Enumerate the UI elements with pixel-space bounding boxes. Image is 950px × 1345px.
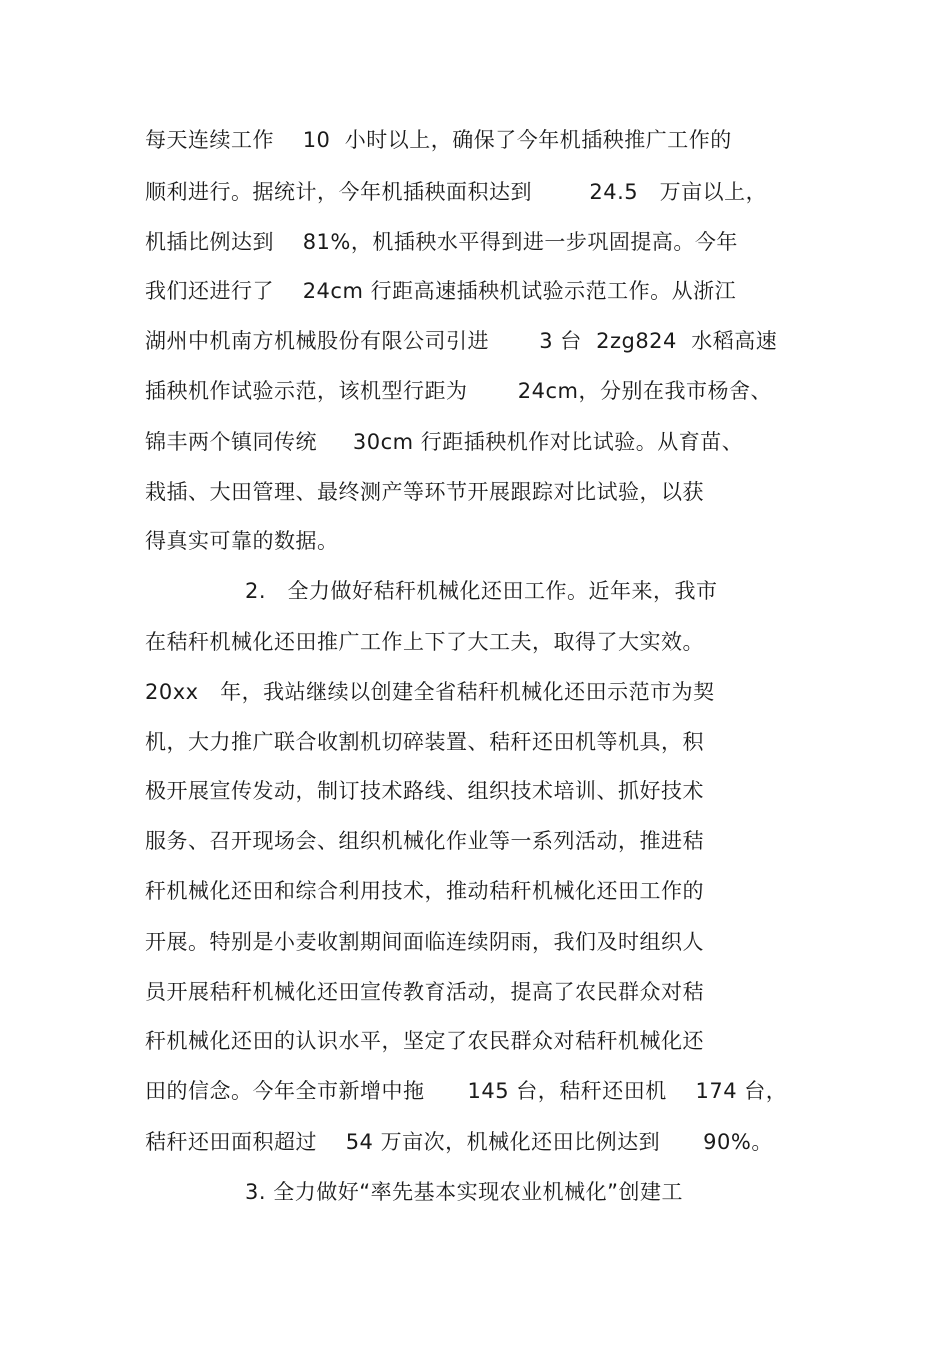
text-line: 插秧机作试验示范，该机型行距为 24cm，分别在我市杨舍、 (145, 379, 772, 403)
text-line: 开展。特别是小麦收割期间面临连续阴雨，我们及时组织人 (145, 930, 704, 954)
text-line: 在秸秆机械化还田推广工作上下了大工夫，取得了大实效。 (145, 630, 704, 654)
text-line: 锦丰两个镇同传统 30cm 行距插秧机作对比试验。从育苗、 (145, 430, 744, 454)
text-line: 我们还进行了 24cm 行距高速插秧机试验示范工作。从浙江 (145, 279, 737, 303)
text-line: 服务、召开现场会、组织机械化作业等一系列活动，推进秸 (145, 829, 704, 853)
text-line: 每天连续工作 10 小时以上，确保了今年机插秧推广工作的 (145, 128, 732, 152)
text-line: 秆机械化还田的认识水平，坚定了农民群众对秸秆机械化还 (145, 1029, 704, 1053)
section-heading: 2. 全力做好秸秆机械化还田工作。近年来，我市 (245, 579, 718, 603)
text-line: 湖州中机南方机械股份有限公司引进 3 台 2zg824 水稻高速 (145, 329, 778, 353)
text-line: 20xx 年，我站继续以创建全省秸秆机械化还田示范市为契 (145, 680, 715, 704)
text-line: 秸秆还田面积超过 54 万亩次，机械化还田比例达到 90%。 (145, 1130, 773, 1154)
text-line: 田的信念。今年全市新增中拖 145 台，秸秆还田机 174 台， (145, 1079, 788, 1103)
text-line: 秆机械化还田和综合利用技术，推动秸秆机械化还田工作的 (145, 879, 704, 903)
text-line: 机插比例达到 81%，机插秧水平得到进一步巩固提高。今年 (145, 230, 738, 254)
text-line: 极开展宣传发动，制订技术路线、组织技术培训、抓好技术 (145, 779, 704, 803)
text-line: 得真实可靠的数据。 (145, 529, 339, 553)
text-line: 栽插、大田管理、最终测产等环节开展跟踪对比试验，以获 (145, 480, 704, 504)
section-heading: 3. 全力做好“率先基本实现农业机械化”创建工 (245, 1180, 683, 1204)
text-line: 机，大力推广联合收割机切碎装置、秸秆还田机等机具，积 (145, 730, 704, 754)
text-line: 顺利进行。据统计，今年机插秧面积达到 24.5 万亩以上， (145, 180, 768, 204)
text-line: 员开展秸秆机械化还田宣传教育活动，提高了农民群众对秸 (145, 980, 704, 1004)
